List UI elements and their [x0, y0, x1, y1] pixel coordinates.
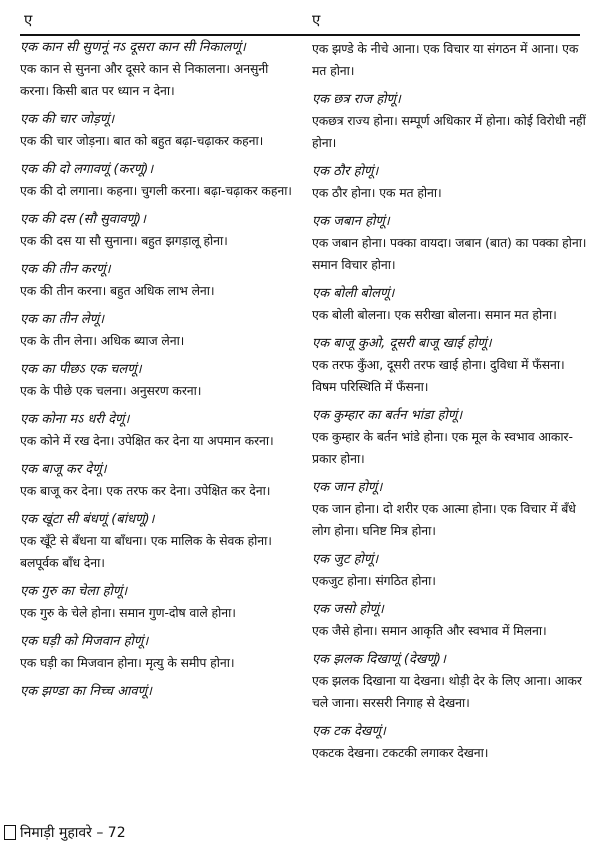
idiom-phrase: एक जसो होणूं। — [312, 602, 384, 617]
idiom-entry — [312, 284, 590, 326]
idiom-entry — [20, 510, 298, 574]
footer-text: निमाड़ी मुहावरे – 72 — [20, 825, 126, 841]
idiom-entry — [20, 310, 298, 352]
idiom-entry — [312, 722, 590, 764]
idiom-meaning: एक ठौर होना। एक मत होना। — [312, 185, 442, 200]
idiom-meaning: एक तरफ कुँआ, दूसरी तरफ खाई होना। दुविधा में फँसना। विषम परिस्थिति में फँसना। — [312, 357, 565, 394]
idiom-phrase: एक बाजू कुओ, दूसरी बाजू खाई होणूं। — [312, 336, 492, 351]
idiom-entry — [312, 162, 590, 204]
idiom-phrase: एक बाजू कर देणूं। — [20, 462, 107, 477]
idiom-meaning: एक जबान होना। पक्का वायदा। जबान (बात) का पक्का होना। समान विचार होना। — [312, 235, 587, 272]
idiom-entry — [20, 460, 298, 502]
idiom-entry — [20, 260, 298, 302]
idiom-phrase: एक की तीन करणूं। — [20, 262, 111, 277]
idiom-meaning: एक जैसे होना। समान आकृति और स्वभाव में मिलना। — [312, 623, 547, 638]
idiom-phrase: एक का तीन लेणूं। — [20, 312, 105, 327]
idiom-phrase: एक जबान होणूं। — [312, 214, 390, 229]
idiom-phrase: एक गुरु का चेला होणूं। — [20, 584, 128, 599]
idiom-meaning: एक घड़ी का मिजवान होना। मृत्यु के समीप होना। — [20, 655, 235, 670]
idiom-phrase: एक छत्र राज होणूं। — [312, 92, 401, 107]
left-column — [20, 38, 298, 710]
idiom-meaning: एकछत्र राज्य होना। सम्पूर्ण अधिकार में होना। कोई विरोधी नहीं होना। — [312, 113, 586, 150]
idiom-meaning: एक गुरु के चेले होना। समान गुण-दोष वाले होना। — [20, 605, 236, 620]
header-left-letter: ए — [24, 11, 33, 29]
idiom-entry — [312, 600, 590, 642]
idiom-meaning: एक झलक दिखाना या देखना। थोड़ी देर के लिए आना। आकर चले जाना। सरसरी निगाह से देखना। — [312, 673, 582, 710]
idiom-entry — [20, 632, 298, 674]
idiom-meaning: एक की तीन करना। बहुत अधिक लाभ लेना। — [20, 283, 215, 298]
page-footer — [4, 823, 126, 842]
idiom-entry — [312, 650, 590, 714]
idiom-meaning: एक के पीछे एक चलना। अनुसरण करना। — [20, 383, 202, 398]
page-header — [20, 6, 580, 36]
square-icon — [4, 825, 16, 840]
idiom-entry — [312, 478, 590, 542]
idiom-meaning: एक के तीन लेना। अधिक ब्याज लेना। — [20, 333, 185, 348]
idiom-phrase: एक बोली बोलणूं। — [312, 286, 395, 301]
idiom-phrase: एक की दस (सौ सुवावणूं)। — [20, 212, 146, 227]
idiom-phrase: एक ठौर होणूं। — [312, 164, 379, 179]
idiom-meaning: एक की दस या सौ सुनाना। बहुत झगड़ालू होना। — [20, 233, 228, 248]
idiom-meaning: एक की चार जोड़ना। बात को बहुत बढ़ा-चढ़ाकर कहना। — [20, 133, 264, 148]
idiom-phrase: एक घड़ी को मिजवान होणूं। — [20, 634, 149, 649]
idiom-meaning: एक खूँटे से बँधना या बाँधना। एक मालिक के सेवक होना। बलपूर्वक बाँध देना। — [20, 533, 272, 570]
idiom-phrase: एक झण्डा का निच्च आवणूं। — [20, 684, 152, 699]
idiom-phrase: एक जुट होणूं। — [312, 552, 379, 567]
idiom-meaning: एकटक देखना। टकटकी लगाकर देखना। — [312, 745, 489, 760]
header-right-letter: ए — [312, 11, 321, 29]
idiom-entry — [20, 160, 298, 202]
idiom-phrase: एक कान सी सुणनूं नऽ दूसरा कान सी निकालणूं। — [20, 40, 246, 55]
idiom-phrase: एक कुम्हार का बर्तन भांडा होणूं। — [312, 408, 463, 423]
idiom-entry — [20, 210, 298, 252]
right-column — [312, 38, 590, 772]
idiom-meaning: एक कोने में रख देना। उपेक्षित कर देना या अपमान करना। — [20, 433, 274, 448]
idiom-meaning: एक की दो लगाना। कहना। चुगली करना। बढ़ा-चढ़ाकर कहना। — [20, 183, 292, 198]
idiom-meaning: एक जान होना। दो शरीर एक आत्मा होना। एक विचार में बँधे लोग होना। घनिष्ट मित्र होना। — [312, 501, 576, 538]
idiom-entry — [312, 406, 590, 470]
idiom-entry — [20, 38, 298, 102]
idiom-entry — [20, 110, 298, 152]
idiom-phrase: एक की दो लगावणूं (करणूं)। — [20, 162, 154, 177]
idiom-entry — [20, 410, 298, 452]
idiom-meaning: एक बोली बोलना। एक सरीखा बोलना। समान मत होना। — [312, 307, 557, 322]
idiom-phrase: एक कोना मऽ धरी देणूं। — [20, 412, 130, 427]
idiom-meaning: एक कान से सुनना और दूसरे कान से निकालना। अनसुनी करना। किसी बात पर ध्यान न देना। — [20, 61, 269, 98]
idiom-entry — [312, 334, 590, 398]
idiom-meaning: एक कुम्हार के बर्तन भांडे होना। एक मूल के स्वभाव आकार-प्रकार होना। — [312, 429, 573, 466]
idiom-phrase: एक झलक दिखाणूं (देखणूं)। — [312, 652, 446, 667]
idiom-entry — [312, 212, 590, 276]
idiom-phrase: एक का पीछऽ एक चलणूं। — [20, 362, 142, 377]
idiom-phrase: एक की चार जोड़णूं। — [20, 112, 115, 127]
idiom-phrase: एक जान होणूं। — [312, 480, 383, 495]
idiom-meaning: एक बाजू कर देना। एक तरफ कर देना। उपेक्षित कर देना। — [20, 483, 271, 498]
idiom-phrase: एक खूंटा सी बंधणूं (बांधणूं)। — [20, 512, 155, 527]
idiom-entry — [20, 682, 298, 702]
idiom-meaning: एक झण्डे के नीचे आना। एक विचार या संगठन में आना। एक मत होना। — [312, 41, 579, 78]
idiom-entry — [312, 550, 590, 592]
idiom-entry — [312, 38, 590, 82]
idiom-phrase: एक टक देखणूं। — [312, 724, 386, 739]
idiom-entry — [20, 360, 298, 402]
idiom-entry — [312, 90, 590, 154]
idiom-meaning: एकजुट होना। संगठित होना। — [312, 573, 436, 588]
idiom-entry — [20, 582, 298, 624]
